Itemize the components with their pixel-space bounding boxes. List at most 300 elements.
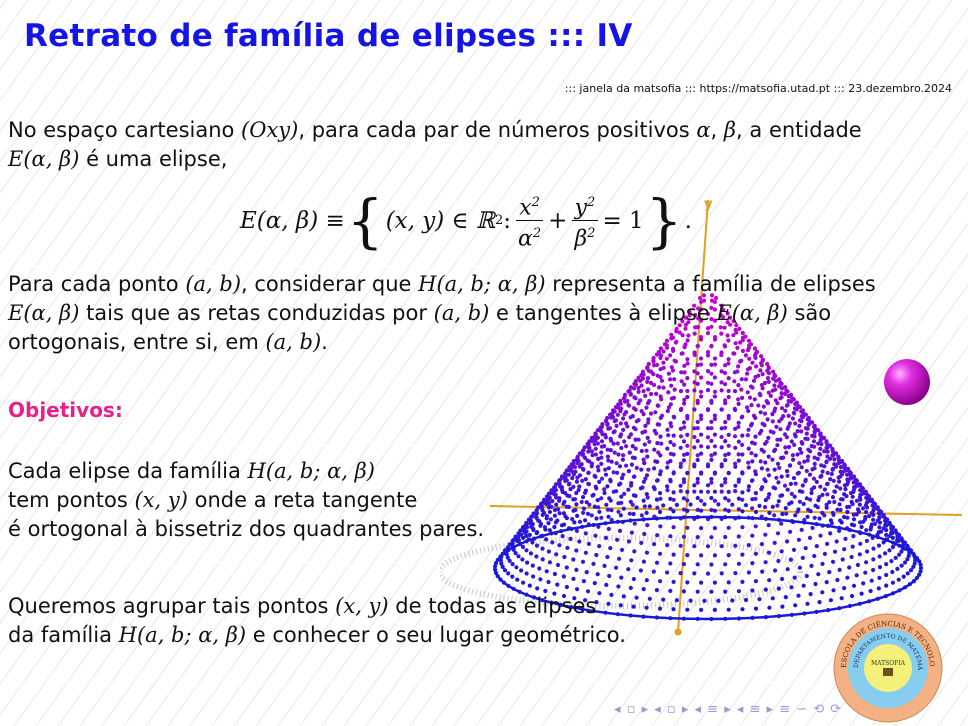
ellipse-dot: [840, 520, 844, 524]
ellipse-dot: [615, 471, 619, 475]
ellipse-dot: [706, 426, 710, 430]
ellipse-dot: [798, 500, 802, 504]
ellipse-dot: [649, 381, 653, 385]
ellipse-dot: [723, 439, 727, 443]
ellipse-dot: [812, 425, 816, 429]
ellipse-dot: [646, 468, 650, 472]
ellipse-dot: [535, 511, 539, 515]
ellipse-dot: [823, 487, 827, 491]
ellipse-dot: [750, 478, 754, 482]
ellipse-dot: [797, 424, 801, 428]
ellipse-dot: [777, 499, 781, 503]
ellipse-dot: [543, 527, 547, 531]
ellipse-dot: [675, 503, 679, 507]
ellipse-dot: [605, 555, 609, 559]
ellipse-dot: [652, 448, 656, 452]
ellipse-dot: [757, 504, 761, 508]
ellipse-dot: [727, 471, 731, 475]
ellipse-dot: [813, 582, 817, 586]
ellipse-dot: [679, 370, 683, 374]
ellipse-dot: [825, 482, 829, 486]
ellipse-dot: [699, 490, 703, 494]
ellipse-dot: [791, 416, 795, 420]
ellipse-dot: [763, 442, 767, 446]
ellipse-dot: [587, 459, 591, 463]
ellipse-dot: [672, 452, 676, 456]
ellipse-dot: [787, 414, 791, 418]
ellipse-dot: [806, 417, 810, 421]
ellipse-dot: [685, 357, 689, 361]
ellipse-dot: [750, 422, 754, 426]
ellipse-dot: [753, 416, 757, 420]
ellipse-dot: [727, 357, 731, 361]
ellipse-dot: [851, 476, 855, 480]
ellipse-dot: [831, 467, 835, 471]
ellipse-dot: [616, 584, 620, 588]
ellipse-dot: [590, 453, 594, 457]
ellipse-dot: [737, 421, 741, 425]
ellipse-dot: [723, 382, 727, 386]
ellipse-dot: [672, 580, 676, 584]
ellipse-dot: [842, 586, 846, 590]
ellipse-dot: [594, 516, 598, 520]
ellipse-dot: [616, 510, 620, 514]
ellipse-dot: [767, 366, 771, 370]
ellipse-dot: [855, 512, 859, 516]
ellipse-dot: [604, 536, 608, 540]
ellipse-dot: [633, 522, 637, 526]
ellipse-dot: [763, 412, 767, 416]
ellipse-dot: [609, 416, 613, 420]
ellipse-dot: [883, 519, 887, 523]
ellipse-dot: [733, 427, 737, 431]
ellipse-dot: [637, 390, 641, 394]
ellipse-dot: [852, 517, 856, 521]
ellipse-dot: [574, 502, 578, 506]
ellipse-dot: [794, 482, 798, 486]
ellipse-dot: [699, 526, 703, 530]
ellipse-dot: [629, 393, 633, 397]
ellipse-dot: [813, 504, 817, 508]
ellipse-dot: [639, 468, 643, 472]
ellipse-dot: [652, 570, 656, 574]
ellipse-dot: [780, 512, 784, 516]
ellipse-dot: [648, 504, 652, 508]
ellipse-dot: [750, 588, 754, 592]
ellipse-dot: [560, 485, 564, 489]
ellipse-dot: [627, 469, 631, 473]
ellipse-dot: [793, 421, 797, 425]
ellipse-dot: [696, 481, 700, 485]
ellipse-dot: [785, 539, 789, 543]
ellipse-dot: [831, 495, 835, 499]
ellipse-dot: [596, 468, 600, 472]
ellipse-dot: [816, 498, 820, 502]
ellipse-dot: [801, 556, 805, 560]
ellipse-dot: [648, 597, 652, 601]
ellipse-dot: [895, 534, 899, 538]
ellipse-dot: [635, 505, 639, 509]
ellipse-dot: [817, 516, 821, 520]
grid-line: [0, 0, 6, 726]
ellipse-dot: [837, 480, 841, 484]
ellipse-dot: [587, 482, 591, 486]
ellipse-dot: [682, 420, 686, 424]
ellipse-dot: [900, 564, 904, 568]
ellipse-dot: [762, 405, 766, 409]
ellipse-dot: [863, 515, 867, 519]
ellipse-dot: [723, 562, 727, 566]
ellipse-dot: [615, 461, 619, 465]
ellipse-dot: [645, 606, 649, 610]
ellipse-dot: [777, 587, 781, 591]
ellipse-dot: [793, 495, 797, 499]
ellipse-dot: [604, 583, 608, 587]
ellipse-dot: [709, 508, 713, 512]
ellipse-dot: [649, 370, 653, 374]
ellipse-dot: [645, 511, 649, 515]
ellipse-dot: [858, 552, 862, 556]
ellipse-dot: [590, 449, 594, 453]
ellipse-dot: [602, 564, 606, 568]
ellipse-dot: [847, 505, 851, 509]
ellipse-dot: [737, 478, 741, 482]
ellipse-dot: [849, 471, 853, 475]
ellipse-dot: [740, 396, 744, 400]
ellipse-dot: [699, 509, 703, 513]
ellipse-dot: [805, 432, 809, 436]
ellipse-dot: [865, 500, 869, 504]
ellipse-dot: [750, 561, 754, 565]
ellipse-dot: [784, 506, 788, 510]
ellipse-dot: [619, 402, 623, 406]
ellipse-dot: [658, 453, 662, 457]
ellipse-dot: [822, 449, 826, 453]
ellipse-dot: [622, 396, 626, 400]
ellipse-dot: [788, 530, 792, 534]
ellipse-dot: [609, 437, 613, 441]
ellipse-dot: [706, 388, 710, 392]
ellipse-dot: [864, 528, 868, 532]
ellipse-dot: [706, 544, 710, 548]
ellipse-dot: [642, 389, 646, 393]
ellipse-dot: [824, 440, 828, 444]
ellipse-dot: [792, 443, 796, 447]
ellipse-dot: [649, 412, 653, 416]
ellipse-dot: [699, 452, 703, 456]
ellipse-dot: [780, 475, 784, 479]
ellipse-dot: [883, 551, 887, 555]
ellipse-dot: [758, 368, 762, 372]
ellipse-dot: [614, 566, 618, 570]
ellipse-dot: [528, 584, 532, 588]
ellipse-dot: [842, 492, 846, 496]
ellipse-dot: [709, 420, 713, 424]
ellipse-dot: [600, 425, 604, 429]
ellipse-dot: [672, 443, 676, 447]
ellipse-dot: [780, 577, 784, 581]
ellipse-dot: [754, 552, 758, 556]
ellipse-dot: [658, 524, 662, 528]
fraction-y: $\frac{y^2}{\beta^2}$: [571, 190, 598, 252]
ellipse-dot: [828, 531, 832, 535]
ellipse-dot: [699, 444, 703, 448]
ellipse-dot: [645, 551, 649, 555]
ellipse-dot: [562, 574, 566, 578]
ellipse-dot: [792, 411, 796, 415]
ellipse-dot: [655, 533, 659, 537]
ellipse-dot: [616, 441, 620, 445]
ellipse-dot: [713, 452, 717, 456]
ellipse-dot: [624, 410, 628, 414]
ellipse-definition-formula: E(α, β) ≡ { (x, y) ∈ ℝ 2 : $\frac{x^2}{\alpha^2}$ + $\frac{y^2}{\beta^2}$ = 1 } .: [240, 186, 692, 255]
ellipse-dot: [842, 515, 846, 519]
ellipse-dot: [889, 559, 893, 563]
ellipse-dot: [696, 590, 700, 594]
ellipse-dot: [760, 448, 764, 452]
ellipse-dot: [657, 385, 661, 389]
ellipse-dot: [737, 452, 741, 456]
ellipse-dot: [791, 453, 795, 457]
ellipse-dot: [658, 472, 662, 476]
ellipse-dot: [617, 557, 621, 561]
ellipse-dot: [810, 467, 814, 471]
ellipse-dot: [511, 562, 515, 566]
ellipse-dot: [609, 448, 613, 452]
ellipse-dot: [800, 442, 804, 446]
ellipse-dot: [658, 435, 662, 439]
ellipse-dot: [519, 568, 523, 572]
ellipse-dot: [793, 603, 797, 607]
ellipse-dot: [863, 571, 867, 575]
ellipse-dot: [776, 480, 780, 484]
ellipse-dot: [764, 498, 768, 502]
ellipse-dot: [780, 391, 784, 395]
ellipse-dot: [586, 445, 590, 449]
ellipse-dot: [642, 499, 646, 503]
ellipse-dot: [822, 464, 826, 468]
ellipse-dot: [679, 389, 683, 393]
ellipse-dot: [575, 514, 579, 518]
ellipse-dot: [750, 361, 754, 365]
ellipse-dot: [632, 605, 636, 609]
ellipse-dot: [749, 403, 753, 407]
ellipse-dot: [801, 483, 805, 487]
ellipse-dot: [622, 507, 626, 511]
ellipse-dot: [525, 525, 529, 529]
ellipse-dot: [590, 513, 594, 517]
ellipse-dot: [784, 451, 788, 455]
ellipse-dot: [740, 525, 744, 529]
ellipse-dot: [567, 468, 571, 472]
ellipse-dot: [675, 598, 679, 602]
ellipse-dot: [540, 508, 544, 512]
ellipse-dot: [858, 493, 862, 497]
ellipse-dot: [702, 599, 706, 603]
ellipse-dot: [770, 412, 774, 416]
ellipse-dot: [581, 511, 585, 515]
ellipse-dot: [766, 417, 770, 421]
ellipse-dot: [531, 564, 535, 568]
ellipse-dot: [713, 362, 717, 366]
ellipse-dot: [826, 450, 830, 454]
ellipse-dot: [531, 574, 535, 578]
ellipse-dot: [860, 592, 864, 596]
ellipse-dot: [767, 371, 771, 375]
ellipse-dot: [580, 453, 584, 457]
ellipse-dot: [627, 404, 631, 408]
ellipse-dot: [709, 439, 713, 443]
ellipse-dot: [786, 567, 790, 571]
ellipse-dot: [606, 515, 610, 519]
ellipse-dot: [685, 389, 689, 393]
ellipse-dot: [525, 530, 529, 534]
ellipse-dot: [727, 414, 731, 418]
ellipse-dot: [740, 415, 744, 419]
page-title: Retrato de família de elipses ::: IV: [24, 18, 633, 54]
ellipse-dot: [800, 414, 804, 418]
ellipse-dot: [624, 464, 628, 468]
ellipse-dot: [567, 482, 571, 486]
ellipse-dot: [835, 508, 839, 512]
ellipse-dot: [621, 453, 625, 457]
header-subline: ::: janela da matsofia ::: https://matsofia.utad.pt ::: 23.dezembro.2024: [564, 82, 952, 95]
ellipse-dot: [746, 461, 750, 465]
ellipse-dot: [860, 525, 864, 529]
ellipse-dot: [813, 434, 817, 438]
ellipse-dot: [786, 474, 790, 478]
ellipse-dot: [642, 373, 646, 377]
ellipse-dot: [733, 571, 737, 575]
ellipse-dot: [819, 442, 823, 446]
ellipse-dot: [798, 489, 802, 493]
ellipse-dot: [672, 525, 676, 529]
ellipse-dot: [747, 357, 751, 361]
ellipse-dot: [775, 401, 779, 405]
ellipse-dot: [554, 493, 558, 497]
ellipse-dot: [553, 514, 557, 518]
ellipse-dot: [692, 369, 696, 373]
logo-middle-text: DEPARTAMENTO DE MATEMÁ: [852, 632, 924, 670]
ellipse-dot: [727, 608, 731, 612]
ellipse-dot: [748, 366, 752, 370]
vertical-axis: [678, 200, 708, 632]
ellipse-dot: [581, 560, 585, 564]
ellipse-dot: [696, 382, 700, 386]
ellipse-dot: [525, 571, 529, 575]
beamer-navigation-bar[interactable]: ◂ ▫ ▸ ◂ ▫ ▸ ◂ ≡ ▸ ◂ ≡ ▸ ≡ ∽ ⟲ ⟳: [614, 702, 843, 717]
logo-inner-text: MATSOFIA: [870, 660, 906, 667]
ellipse-dot: [565, 546, 569, 550]
ellipse-dot: [706, 445, 710, 449]
ellipse-dot: [798, 405, 802, 409]
ellipse-dot: [659, 397, 663, 401]
ellipse-dot: [800, 465, 804, 469]
ellipse-dot: [609, 508, 613, 512]
ellipse-dot: [774, 425, 778, 429]
ellipse-dot: [661, 503, 665, 507]
ellipse-dot: [597, 510, 601, 514]
ellipse-dot: [696, 496, 700, 500]
ellipse-dot: [867, 514, 871, 518]
ellipse-dot: [852, 485, 856, 489]
ellipse-dot: [639, 541, 643, 545]
ellipse-dot: [787, 445, 791, 449]
ellipse-dot: [869, 527, 873, 531]
ellipse-dot: [557, 496, 561, 500]
ellipse-dot: [582, 507, 586, 511]
ellipse-dot: [870, 522, 874, 526]
ellipse-dot: [521, 581, 525, 585]
ellipse-dot: [561, 534, 565, 538]
ellipse-dot: [727, 526, 731, 530]
ellipse-dot: [745, 372, 749, 376]
ellipse-dot: [871, 513, 875, 517]
ellipse-dot: [635, 466, 639, 470]
ellipse-dot: [639, 568, 643, 572]
ellipse-dot: [540, 547, 544, 551]
ellipse-dot: [754, 453, 758, 457]
ellipse-dot: [604, 473, 608, 477]
ellipse-dot: [696, 439, 700, 443]
ellipse-dot: [642, 458, 646, 462]
ellipse-dot: [887, 548, 891, 552]
ellipse-dot: [670, 365, 674, 369]
ellipse-dot: [832, 462, 836, 466]
ellipse-dot: [852, 584, 856, 588]
ellipse-dot: [577, 539, 581, 543]
ellipse-dot: [890, 570, 894, 574]
ellipse-dot: [608, 478, 612, 482]
objective-paragraph: Cada elipse da família H(a, b; α, β) tem pontos (x, y) onde a reta tangente é ortogonal à bissetriz dos quadrantes pares.: [8, 459, 485, 541]
ellipse-dot: [692, 435, 696, 439]
ellipse-dot: [706, 435, 710, 439]
ellipse-dot: [838, 502, 842, 506]
ellipse-dot: [696, 420, 700, 424]
ellipse-dot: [574, 568, 578, 572]
ellipse-dot: [723, 477, 727, 481]
ellipse-dot: [632, 577, 636, 581]
ellipse-dot: [737, 402, 741, 406]
ellipse-dot: [843, 487, 847, 491]
ellipse-dot: [682, 562, 686, 566]
ellipse-dot: [772, 383, 776, 387]
ellipse-dot: [613, 409, 617, 413]
ellipse-dot: [633, 456, 637, 460]
ellipse-dot: [541, 513, 545, 517]
ellipse-dot: [843, 537, 847, 541]
ellipse-dot: [596, 457, 600, 461]
ellipse-dot: [545, 516, 549, 520]
ellipse-dot: [534, 554, 538, 558]
ellipse-dot: [575, 529, 579, 533]
ellipse-dot: [699, 433, 703, 437]
ellipse-dot: [863, 491, 867, 495]
ellipse-dot: [878, 521, 882, 525]
ellipse-dot: [897, 578, 901, 582]
ellipse-dot: [806, 455, 810, 459]
ellipse-dot: [759, 429, 763, 433]
ellipse-dot: [665, 570, 669, 574]
ellipse-dot: [665, 465, 669, 469]
ellipse-dot: [763, 505, 767, 509]
ellipse-dot: [655, 588, 659, 592]
ellipse-dot: [785, 469, 789, 473]
ellipse-dot: [651, 359, 655, 363]
ellipse-dot: [796, 594, 800, 598]
ellipse-dot: [685, 608, 689, 612]
ellipse-dot: [720, 369, 724, 373]
